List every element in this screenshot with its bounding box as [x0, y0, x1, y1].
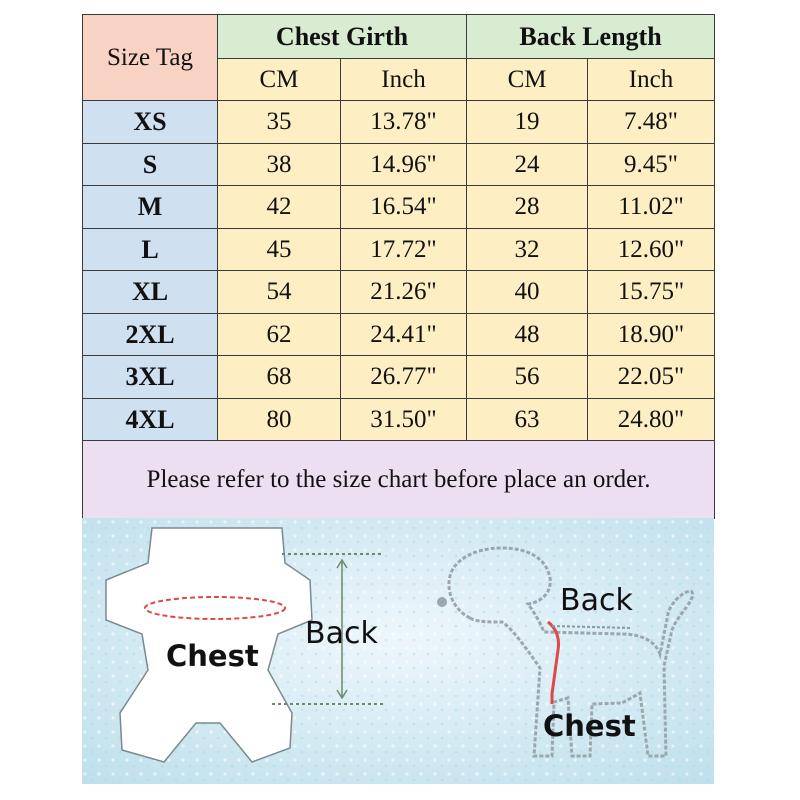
back-inch-cell: 12.60" — [588, 229, 715, 271]
garment-chest-label: Chest — [166, 639, 259, 673]
unit-header-chest-cm: CM — [218, 59, 341, 101]
chest-girth-header: Chest Girth — [218, 15, 467, 59]
table-row — [83, 144, 715, 186]
chest-cm-cell: 80 — [218, 399, 341, 441]
dog-nose — [437, 597, 447, 607]
back-cm-cell: 40 — [467, 271, 588, 314]
unit-header-chest-inch: Inch — [341, 59, 467, 101]
chest-inch-cell: 24.41" — [341, 314, 467, 356]
back-cm-cell: 24 — [467, 144, 588, 186]
chest-cm-cell: 45 — [218, 229, 341, 271]
chest-inch-cell: 13.78" — [341, 101, 467, 144]
size-chart-table — [82, 14, 715, 519]
table-row — [83, 229, 715, 271]
table-row — [83, 101, 715, 144]
chest-cm-cell: 38 — [218, 144, 341, 186]
chest-inch-cell: 14.96" — [341, 144, 467, 186]
chest-inch-cell: 26.77" — [341, 356, 467, 399]
back-inch-cell: 15.75" — [588, 271, 715, 314]
chest-inch-cell: 16.54" — [341, 186, 467, 229]
dog-chest-label: Chest — [543, 709, 636, 743]
back-cm-cell: 48 — [467, 314, 588, 356]
chest-cm-cell: 54 — [218, 271, 341, 314]
chest-cm-cell: 35 — [218, 101, 341, 144]
table-row — [83, 186, 715, 229]
back-inch-cell: 11.02" — [588, 186, 715, 229]
back-inch-cell: 22.05" — [588, 356, 715, 399]
back-inch-cell: 24.80" — [588, 399, 715, 441]
back-cm-cell: 28 — [467, 186, 588, 229]
size-cell: XL — [83, 271, 218, 314]
measurement-illustration — [82, 518, 714, 784]
back-length-header: Back Length — [467, 15, 715, 59]
size-cell: 3XL — [83, 356, 218, 399]
back-cm-cell: 63 — [467, 399, 588, 441]
back-inch-cell: 18.90" — [588, 314, 715, 356]
chest-inch-cell: 31.50" — [341, 399, 467, 441]
table-row — [83, 314, 715, 356]
back-cm-cell: 32 — [467, 229, 588, 271]
table-row — [83, 271, 715, 314]
chest-inch-cell: 17.72" — [341, 229, 467, 271]
garment-back-label: Back — [305, 616, 378, 651]
chest-cm-cell: 62 — [218, 314, 341, 356]
size-cell: L — [83, 229, 218, 271]
size-cell: 2XL — [83, 314, 218, 356]
back-cm-cell: 56 — [467, 356, 588, 399]
size-chart-note: Please refer to the size chart before place an order. — [83, 441, 715, 519]
unit-header-back-inch: Inch — [588, 59, 715, 101]
back-inch-cell: 9.45" — [588, 144, 715, 186]
chest-inch-cell: 21.26" — [341, 271, 467, 314]
back-cm-cell: 19 — [467, 101, 588, 144]
size-cell: 4XL — [83, 399, 218, 441]
chest-cm-cell: 68 — [218, 356, 341, 399]
chest-cm-cell: 42 — [218, 186, 341, 229]
size-cell: M — [83, 186, 218, 229]
table-row — [83, 399, 715, 441]
back-inch-cell: 7.48" — [588, 101, 715, 144]
size-cell: XS — [83, 101, 218, 144]
table-row — [83, 356, 715, 399]
size-tag-header: Size Tag — [83, 15, 218, 101]
dog-back-label: Back — [560, 583, 633, 618]
size-cell: S — [83, 144, 218, 186]
unit-header-back-cm: CM — [467, 59, 588, 101]
